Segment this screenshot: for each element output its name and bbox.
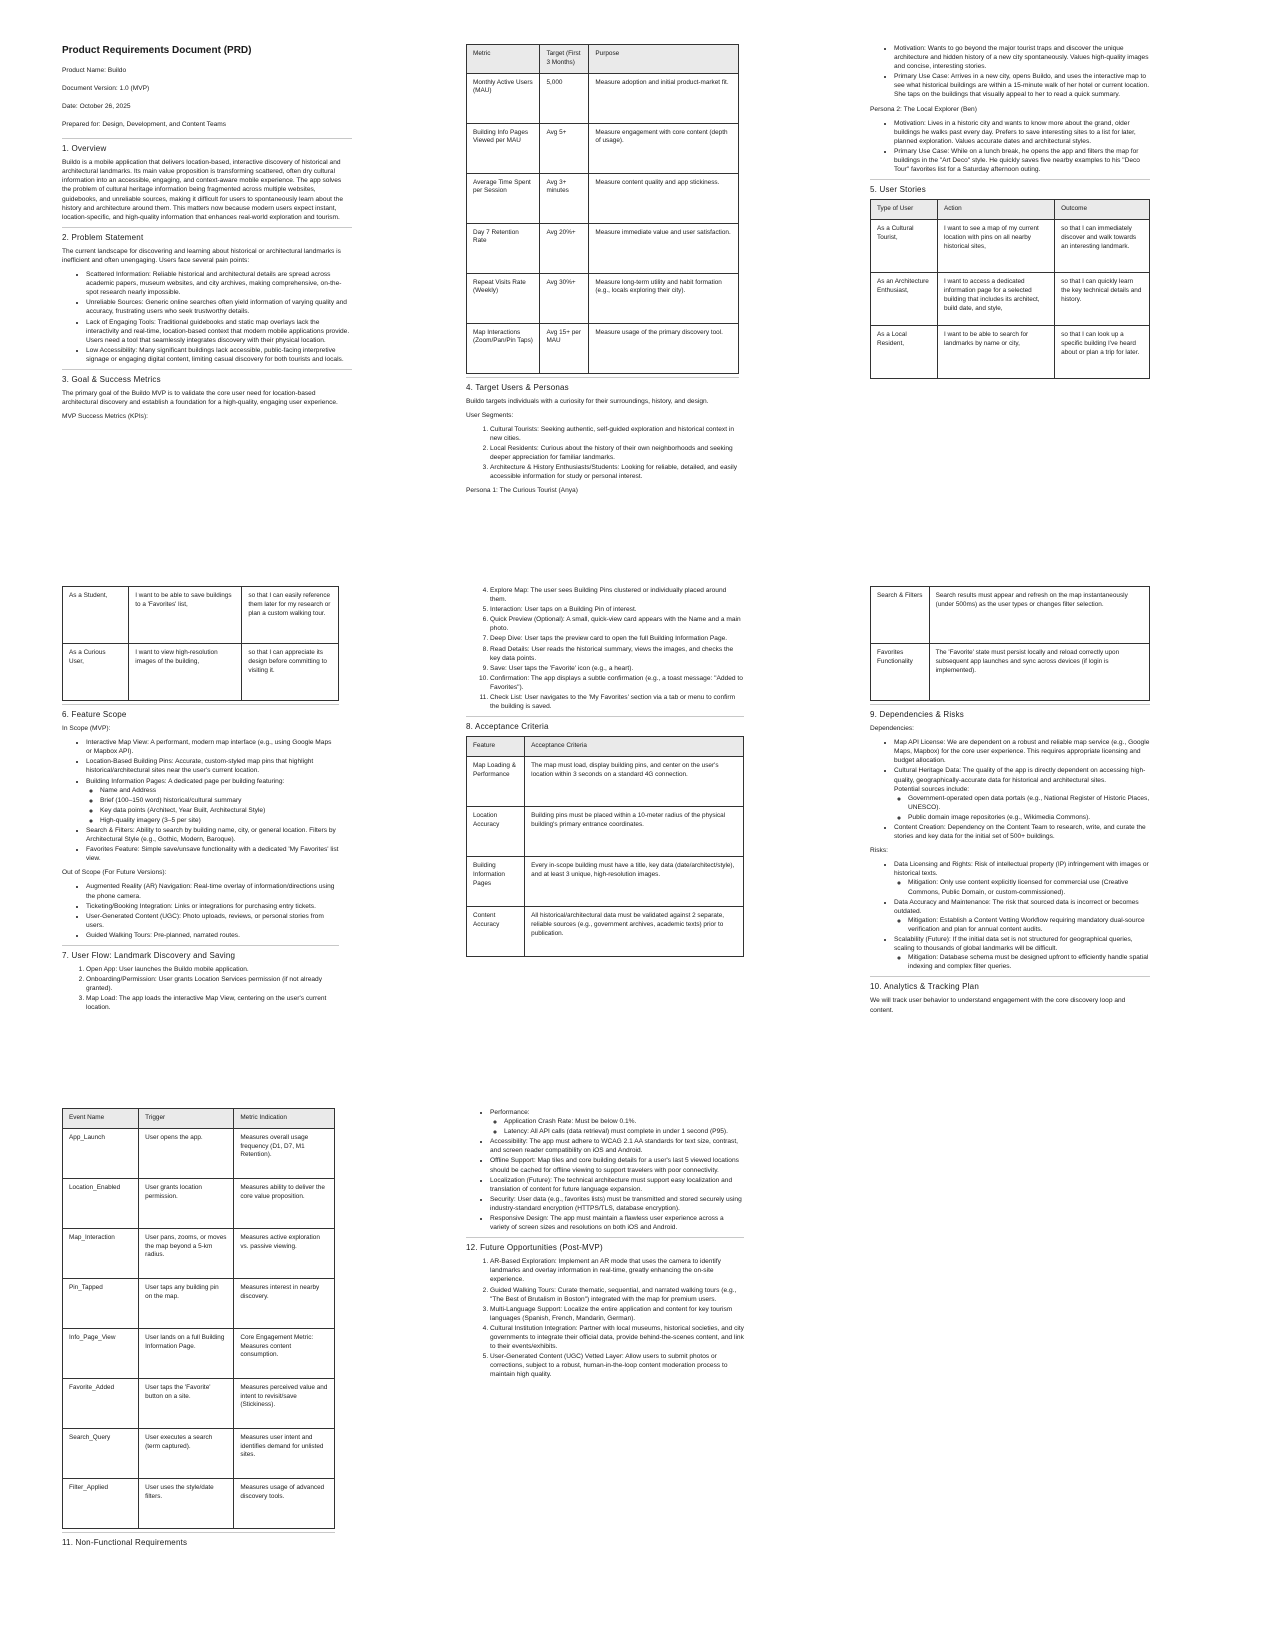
segments-label: User Segments: — [466, 411, 514, 419]
table-cell: User opens the app. — [139, 1128, 234, 1178]
list-item: ◦ Application Crash Rate: Must be below 0.1%. — [504, 1117, 744, 1126]
table-row — [467, 123, 739, 173]
list-item — [894, 766, 1150, 822]
list-item: 4. Explore Map: The user sees Building Pins clustered or individually placed around them. — [490, 586, 744, 604]
table-row — [467, 173, 739, 223]
sub-list — [490, 1117, 744, 1136]
table-cell: Favorites Functionality — [871, 644, 930, 701]
table-cell: Average Time Spent per Session — [467, 173, 540, 223]
list-item: • Localization (Future): The technical architecture must support easy localization and translation of content for future language expansion. — [490, 1176, 744, 1194]
table-row — [467, 857, 744, 907]
meta-product-name: Product Name: Buildo — [62, 66, 127, 74]
section-heading-flow: 7. User Flow: Landmark Discovery and Saving — [62, 945, 339, 961]
list-item: 3. Map Load: The app loads the interactive Map View, centering on the user's current location. — [86, 994, 339, 1012]
table-header-cell: Trigger — [139, 1109, 234, 1129]
list-item: ◦ Government-operated open data portals (e.g., National Register of Historic Places, UNESCO). — [908, 794, 1150, 812]
table-cell: Measures perceived value and intent to revisit/save (Stickiness). — [234, 1378, 335, 1428]
list-item: • Guided Walking Tours: Pre-planned, narrated routes. — [86, 931, 339, 940]
goal-body: The primary goal of the Buildo MVP is to validate the core user need for location-based architectural discovery and establish a foundation for a high-quality, engaging user experience. — [62, 390, 338, 407]
section-heading-problem: 2. Problem Statement — [62, 227, 352, 243]
kpi-label: MVP Success Metrics (KPIs): — [62, 413, 148, 421]
table-cell: Building Information Pages — [467, 857, 525, 907]
list-item-text: Scalability (Future): If the initial data set is not structured for geographical queries, scaling to thousands of global landmarks will be difficult. — [894, 936, 1133, 953]
table-cell: I want to be able to save buildings to a 'Favorites' list, — [129, 587, 242, 644]
table-header-cell: Outcome — [1055, 200, 1150, 220]
table-cell: All historical/architectural data must be validated against 2 separate, reliable sources (e.g., government archives, academic texts) prior to publication. — [525, 907, 744, 957]
table-cell: Building pins must be placed within a 10-meter radius of the physical building's primary entrance coordinates. — [525, 807, 744, 857]
list-item: 5. Interaction: User taps on a Building Pin of interest. — [490, 605, 744, 614]
table-cell: Every in-scope building must have a title, key data (date/architect/style), and at least 3 unique, high-resolution images. — [525, 857, 744, 907]
list-item: • Interactive Map View: A performant, modern map interface (e.g., using Google Maps or Mapbox API). — [86, 738, 339, 756]
list-item: • User-Generated Content (UGC): Photo uploads, reviews, or personal stories from users. — [86, 912, 339, 930]
table-cell: so that I can look up a specific building I've heard about or plan a trip for later. — [1055, 326, 1150, 379]
section-heading-goal: 3. Goal & Success Metrics — [62, 369, 352, 385]
document-title: Product Requirements Document (PRD) — [62, 45, 252, 56]
table-cell: Repeat Visits Rate (Weekly) — [467, 273, 540, 323]
list-item — [894, 860, 1150, 896]
list-item: 10. Confirmation: The app displays a subtle confirmation (e.g., a toast message: "Added to Favorites"). — [490, 674, 744, 692]
table-cell: Map Loading & Performance — [467, 757, 525, 807]
list-item-text: Performance: — [490, 1109, 530, 1116]
table-cell: Core Engagement Metric: Measures content consumption. — [234, 1328, 335, 1378]
table-row — [63, 644, 339, 701]
table-row — [63, 1278, 335, 1328]
table-cell: so that I can easily reference them later for my research or plan a custom walking tour. — [242, 587, 339, 644]
sub-list — [894, 794, 1150, 822]
page-5 — [466, 586, 744, 957]
section-heading-analytics: 10. Analytics & Tracking Plan — [870, 976, 1150, 992]
table-cell: User pans, zooms, or moves the map beyond a 5-km radius. — [139, 1228, 234, 1278]
user-stories-table-continued — [62, 586, 339, 701]
table-cell: Pin_Tapped — [63, 1278, 139, 1328]
table-cell: Location Accuracy — [467, 807, 525, 857]
table-cell: Avg 3+ minutes — [540, 173, 589, 223]
users-intro: Buildo targets individuals with a curiosity for their surroundings, history, and design. — [466, 397, 709, 405]
in-scope-list — [62, 738, 339, 863]
table-row — [63, 1478, 335, 1528]
list-item: • Map API License: We are dependent on a robust and reliable map service (e.g., Google Maps, Mapbox) for the core user experience. This requires appropriate licensing and budget allocation. — [894, 738, 1150, 765]
flow-steps-list-continued — [466, 586, 744, 711]
list-item — [490, 1108, 744, 1136]
divider — [62, 1532, 335, 1533]
section-heading-users: 4. Target Users & Personas — [466, 382, 569, 392]
table-cell: As an Architecture Enthusiast, — [871, 273, 938, 326]
table-row — [871, 326, 1150, 379]
section-heading-stories: 5. User Stories — [870, 179, 1150, 195]
sub-list — [894, 878, 1150, 896]
list-item: • Accessibility: The app must adhere to WCAG 2.1 AA standards for text size, contrast, and screen reader compatibility on iOS and Android. — [490, 1137, 744, 1155]
analytics-body: We will track user behavior to understand engagement with the core discovery loop and content. — [870, 997, 1126, 1014]
table-row — [467, 223, 739, 273]
table-cell: User taps the 'Favorite' button on a site. — [139, 1378, 234, 1428]
list-item: • Favorites Feature: Simple save/unsave functionality with a dedicated 'My Favorites' list view. — [86, 845, 339, 863]
metrics-table — [466, 44, 739, 374]
table-cell: Map_Interaction — [63, 1228, 139, 1278]
table-cell: I want to access a dedicated information page for a selected building that includes its architect, build date, and style, — [937, 273, 1054, 326]
table-cell: Content Accuracy — [467, 907, 525, 957]
table-cell: As a Student, — [63, 587, 129, 644]
table-header-row — [871, 200, 1150, 220]
divider — [466, 377, 739, 378]
list-item: 3. Architecture & History Enthusiasts/Students: Looking for reliable, detailed, and easily accessible information for study or personal interest. — [490, 463, 739, 481]
table-cell: I want to see a map of my current location with pins on all nearby historical sites, — [937, 220, 1054, 273]
out-scope-list — [62, 882, 339, 940]
page-4 — [62, 586, 339, 1018]
in-scope-label: In Scope (MVP): — [62, 725, 111, 733]
table-row — [63, 1228, 335, 1278]
meta-date: Date: October 26, 2025 — [62, 102, 131, 110]
list-item: ◦ Latency: All API calls (data retrieval) must complete in under 1 second (P95). — [504, 1127, 744, 1136]
list-item: 11. Check List: User navigates to the 'My Favorites' section via a tab or menu to confirm the building is saved. — [490, 693, 744, 711]
problem-intro: The current landscape for discovering and learning about historical or architectural landmarks is inefficient and often unengaging. Users face several pain points: — [62, 247, 341, 264]
list-item: 1. Open App: User launches the Buildo mobile application. — [86, 965, 339, 974]
table-cell: As a Local Resident, — [871, 326, 938, 379]
list-item: 3. Multi-Language Support: Localize the entire application and content for key tourism languages (Spanish, French, Mandarin, German). — [490, 1305, 744, 1323]
table-cell: Location_Enabled — [63, 1178, 139, 1228]
table-cell: Search & Filters — [871, 587, 930, 644]
section-heading-dependencies: 9. Dependencies & Risks — [870, 710, 964, 719]
list-item-text: Data Accuracy and Maintenance: The risk that sourced data is incorrect or becomes outdated. — [894, 898, 1139, 915]
list-item: ◦ Brief (100–150 word) historical/cultural summary — [100, 796, 339, 805]
table-cell: User uses the style/date filters. — [139, 1478, 234, 1528]
table-header-cell: Action — [937, 200, 1054, 220]
list-item: 4. Cultural Institution Integration: Partner with local museums, historical societies, and city governments to integrate their official data, provide behind-the-scenes content, and link to their events/exhibits. — [490, 1324, 744, 1351]
table-cell: so that I can immediately discover and walk towards an interesting landmark. — [1055, 220, 1150, 273]
table-cell: Map Interactions (Zoom/Pan/Pin Taps) — [467, 323, 540, 373]
list-item: • Security: User data (e.g., favorites lists) must be transmitted and stored securely using industry-standard encryption (HTTPS/TLS, database encryption). — [490, 1195, 744, 1213]
table-cell: As a Cultural Tourist, — [871, 220, 938, 273]
flow-steps-list — [62, 965, 339, 1012]
list-item: 1. AR-Based Exploration: Implement an AR mode that uses the camera to identify landmarks and overlay information in real-time, greatly enhancing the on-site experience. — [490, 1257, 744, 1284]
list-item: 6. Quick Preview (Optional): A small, quick-view card appears with the Name and a main photo. — [490, 615, 744, 633]
list-item: • Offline Support: Map tiles and core building details for a user's last 5 viewed locations should be cached for offline viewing to support travelers with poor connectivity. — [490, 1156, 744, 1174]
table-row — [467, 807, 744, 857]
out-scope-label: Out of Scope (For Future Versions): — [62, 869, 167, 877]
table-cell: Measure adoption and initial product-market fit. — [589, 73, 739, 123]
sub-list — [894, 953, 1150, 971]
table-row — [871, 644, 1150, 701]
overview-body: Buildo is a mobile application that delivers location-based, interactive discovery of historical and architectural landmarks. Its main value proposition is transforming scattered, often dry cultural information into an accessible, engaging, and context-aware mobile experience. The app solves the problem of cultural heritage information being fragmented across multiple websites, guidebooks, and unreliable sources, making it difficult for users to spontaneously learn about the history and architecture around them. This matters now because modern users expect instant, location-specific, and high-quality information that enhances real-world exploration and tourism. — [62, 159, 344, 221]
list-item: • Lack of Engaging Tools: Traditional guidebooks and static map overlays lack the interactivity and real-time, location-based context that modern mobile applications provide. Users need a tool that seamlessly integrates discovery with their physical location. — [86, 318, 352, 345]
table-cell: Measure content quality and app stickiness. — [589, 173, 739, 223]
list-item: • Scattered Information: Reliable historical and architectural details are spread across academic papers, museum websites, and city archives, making comprehensive, on-the-spot research nearly impossible. — [86, 270, 352, 297]
page-6 — [870, 586, 1150, 1020]
list-item-text: Data Licensing and Rights: Risk of intellectual property (IP) infringement with images or historical texts. — [894, 861, 1149, 878]
table-row — [63, 1428, 335, 1478]
section-heading-acceptance: 8. Acceptance Criteria — [466, 716, 744, 732]
list-item — [86, 777, 339, 825]
table-cell: User taps any building pin on the map. — [139, 1278, 234, 1328]
meta-prepared-for: Prepared for: Design, Development, and Content Teams — [62, 121, 227, 129]
list-item: • Unreliable Sources: Generic online searches often yield information of varying quality and accuracy, frustrating users who seek trustworthy details. — [86, 298, 352, 316]
table-cell: Info_Page_View — [63, 1328, 139, 1378]
table-cell: I want to view high-resolution images of the building, — [129, 644, 242, 701]
pain-point-list — [62, 270, 352, 364]
list-item: 5. User-Generated Content (UGC) Vetted Layer: Allow users to submit photos or corrections, subject to a robust, human-in-the-loop content moderation process to maintain high quality. — [490, 1352, 744, 1379]
table-cell: Day 7 Retention Rate — [467, 223, 540, 273]
table-row — [467, 907, 744, 957]
table-cell: Measures overall usage frequency (D1, D7, M1 Retention). — [234, 1128, 335, 1178]
table-cell: Search_Query — [63, 1428, 139, 1478]
list-item: ◦ High-quality imagery (3–5 per site) — [100, 816, 339, 825]
page-1 — [62, 44, 352, 426]
list-item: • Motivation: Wants to go beyond the major tourist traps and discover the unique architecture and hidden history of a new city spontaneously. Values high-quality images and concise, interesting stories. — [894, 44, 1150, 71]
acceptance-criteria-table-continued — [870, 586, 1150, 701]
table-cell: Favorite_Added — [63, 1378, 139, 1428]
table-cell: so that I can quickly learn the key technical details and history. — [1055, 273, 1150, 326]
table-cell: Measure long-term utility and habit formation (e.g., locals exploring their city). — [589, 273, 739, 323]
dependencies-list — [870, 738, 1150, 841]
table-row — [63, 1178, 335, 1228]
list-item: • Content Creation: Dependency on the Content Team to research, write, and curate the stories and key data for the initial set of 500+ buildings. — [894, 823, 1150, 841]
table-cell: App_Launch — [63, 1128, 139, 1178]
list-item: • Location-Based Building Pins: Accurate, custom-styled map pins that highlight historical/architectural sites near the user's current location. — [86, 757, 339, 775]
section-heading-scope: 6. Feature Scope — [62, 710, 127, 719]
list-item: 1. Cultural Tourists: Seeking authentic, self-guided exploration and historical context in new cities. — [490, 425, 739, 443]
table-cell: Avg 20%+ — [540, 223, 589, 273]
risks-list — [870, 860, 1150, 971]
table-cell: User lands on a full Building Information Page. — [139, 1328, 234, 1378]
table-cell: Measure engagement with core content (depth of usage). — [589, 123, 739, 173]
persona-1-list — [870, 44, 1150, 100]
table-cell: Avg 15+ per MAU — [540, 323, 589, 373]
list-item: ◦ Mitigation: Only use content explicitly licensed for commercial use (Creative Commons, Public Domain, or custom-commissioned). — [908, 878, 1150, 896]
list-item: • Ticketing/Booking Integration: Links or integrations for purchasing entry tickets. — [86, 902, 339, 911]
table-header-cell: Feature — [467, 737, 525, 757]
list-item-text: Cultural Heritage Data: The quality of the app is directly dependent on accessing high-quality, geographically-accurate data for historical and architectural sites. — [894, 767, 1146, 784]
list-item: 7. Deep Dive: User taps the preview card to open the full Building Information Page. — [490, 634, 744, 643]
table-cell: Measures active exploration vs. passive viewing. — [234, 1228, 335, 1278]
table-cell: The 'Favorite' state must persist locally and reload correctly upon subsequent app launches and sync across devices (if login is implemented). — [929, 644, 1149, 701]
table-row — [63, 1378, 335, 1428]
table-cell: Avg 5+ — [540, 123, 589, 173]
table-row — [467, 757, 744, 807]
risks-label: Risks: — [870, 847, 888, 855]
list-item: • Primary Use Case: While on a lunch break, he opens the app and filters the map for buildings in the "Art Deco" style. He quickly saves five nearby examples to his "Deco Tour" favorites list for a Saturday afternoon outing. — [894, 147, 1150, 174]
table-header-cell: Acceptance Criteria — [525, 737, 744, 757]
analytics-table — [62, 1108, 335, 1529]
table-row — [63, 1328, 335, 1378]
table-header-row — [63, 1109, 335, 1129]
list-item: • Motivation: Lives in a historic city and wants to know more about the grand, older buildings he walks past every day. Prefers to save interesting sites to a list for later, planned exploration. Values accurate dates and architectural styles. — [894, 119, 1150, 146]
list-item: ◦ Mitigation: Database schema must be designed upfront to efficiently handle spatial indexing and complex filter queries. — [908, 953, 1150, 971]
page-8 — [466, 1108, 744, 1384]
table-cell: As a Curious User, — [63, 644, 129, 701]
table-header-row — [467, 737, 744, 757]
table-row — [467, 323, 739, 373]
user-stories-table — [870, 199, 1150, 379]
persona-2-list — [870, 119, 1150, 175]
table-header-cell: Metric — [467, 45, 540, 74]
list-item: 2. Guided Walking Tours: Curate thematic, sequential, and narrated walking tours (e.g., "The Best of Brutalism in Boston") integrated with the map for premium users. — [490, 1286, 744, 1304]
table-cell: User executes a search (term captured). — [139, 1428, 234, 1478]
page-3 — [870, 44, 1150, 379]
table-header-row — [467, 45, 739, 74]
list-item-text: Building Information Pages: A dedicated page per building featuring: — [86, 777, 285, 785]
sources-label: Potential sources include: — [894, 785, 970, 793]
table-cell: Search results must appear and refresh on the map instantaneously (under 500ms) as the user types or changes filter selection. — [929, 587, 1149, 644]
list-item: ◦ Mitigation: Establish a Content Vetting Workflow requiring mandatory dual-source verification and plan for annual content audits. — [908, 916, 1150, 934]
table-row — [63, 587, 339, 644]
list-item: • Responsive Design: The app must maintain a flawless user experience across a variety of screen sizes and resolutions on both iOS and Android. — [490, 1214, 744, 1232]
list-item: ◦ Key data points (Architect, Year Built, Architectural Style) — [100, 806, 339, 815]
table-header-cell: Event Name — [63, 1109, 139, 1129]
persona-1-label: Persona 1: The Curious Tourist (Anya) — [466, 487, 578, 495]
table-row — [871, 587, 1150, 644]
divider — [870, 704, 1150, 705]
meta-document-version: Document Version: 1.0 (MVP) — [62, 84, 150, 92]
list-item: • Augmented Reality (AR) Navigation: Real-time overlay of information/directions using the phone camera. — [86, 882, 339, 900]
list-item: • Search & Filters: Ability to search by building name, city, or general location. Filters by Architectural Style (e.g., Gothic, Modern, Baroque). — [86, 826, 339, 844]
dependencies-label: Dependencies: — [870, 725, 914, 733]
table-cell: Monthly Active Users (MAU) — [467, 73, 540, 123]
table-cell: The map must load, display building pins, and center on the user's location within 3 seconds on a standard 4G connection. — [525, 757, 744, 807]
table-cell: Measures ability to deliver the core value proposition. — [234, 1178, 335, 1228]
table-cell: Measures interest in nearby discovery. — [234, 1278, 335, 1328]
table-row — [63, 1128, 335, 1178]
table-cell: Measures usage of advanced discovery tools. — [234, 1478, 335, 1528]
table-header-cell: Type of User — [871, 200, 938, 220]
list-item: 2. Local Residents: Curious about the history of their own neighborhoods and seeking deeper appreciation for familiar landmarks. — [490, 444, 739, 462]
table-cell: Measures user intent and identifies demand for unlisted sites. — [234, 1428, 335, 1478]
persona-2-label: Persona 2: The Local Explorer (Ben) — [870, 105, 977, 113]
list-item: ◦ Public domain image repositories (e.g., Wikimedia Commons). — [908, 813, 1150, 822]
page-7 — [62, 1108, 335, 1552]
sub-list — [86, 786, 339, 825]
table-cell: 5,000 — [540, 73, 589, 123]
section-heading-nfr: 11. Non-Functional Requirements — [62, 1537, 188, 1547]
table-cell: Filter_Applied — [63, 1478, 139, 1528]
table-row — [871, 220, 1150, 273]
list-item: 8. Read Details: User reads the historical summary, views the images, and checks the key data points. — [490, 645, 744, 663]
table-cell: Measure usage of the primary discovery tool. — [589, 323, 739, 373]
table-cell: I want to be able to search for landmarks by name or city, — [937, 326, 1054, 379]
sub-list — [894, 916, 1150, 934]
table-cell: Building Info Pages Viewed per MAU — [467, 123, 540, 173]
list-item — [894, 898, 1150, 934]
table-header-cell: Purpose — [589, 45, 739, 74]
list-item: ◦ Name and Address — [100, 786, 339, 795]
page-2 — [466, 44, 739, 501]
future-list — [466, 1257, 744, 1379]
segment-list — [466, 425, 739, 482]
table-row — [467, 73, 739, 123]
table-row — [467, 273, 739, 323]
list-item: 9. Save: User taps the 'Favorite' icon (e.g., a heart). — [490, 664, 744, 673]
list-item — [894, 935, 1150, 971]
table-header-cell: Target (First 3 Months) — [540, 45, 589, 74]
acceptance-criteria-table — [466, 736, 744, 957]
section-heading-overview: 1. Overview — [62, 138, 352, 154]
nfr-list — [466, 1108, 744, 1232]
list-item: • Primary Use Case: Arrives in a new city, opens Buildo, and uses the interactive map to see what historical buildings are within a 15-minute walk of her hotel or current location. She taps on the buildings that visually appeal to her to read a quick summary. — [894, 72, 1150, 99]
table-header-cell: Metric Indication — [234, 1109, 335, 1129]
list-item: • Low Accessibility: Many significant buildings lack accessible, public-facing interpretive signage or engaging digital content, limiting casual discovery for both tourists and locals. — [86, 346, 352, 364]
table-cell: so that I can appreciate its design before committing to visiting it. — [242, 644, 339, 701]
table-row — [871, 273, 1150, 326]
section-heading-future: 12. Future Opportunities (Post-MVP) — [466, 1237, 744, 1253]
table-cell: User grants location permission. — [139, 1178, 234, 1228]
table-cell: Avg 30%+ — [540, 273, 589, 323]
table-cell: Measure immediate value and user satisfaction. — [589, 223, 739, 273]
divider — [62, 704, 339, 705]
list-item: 2. Onboarding/Permission: User grants Location Services permission (if not already granted). — [86, 975, 339, 993]
